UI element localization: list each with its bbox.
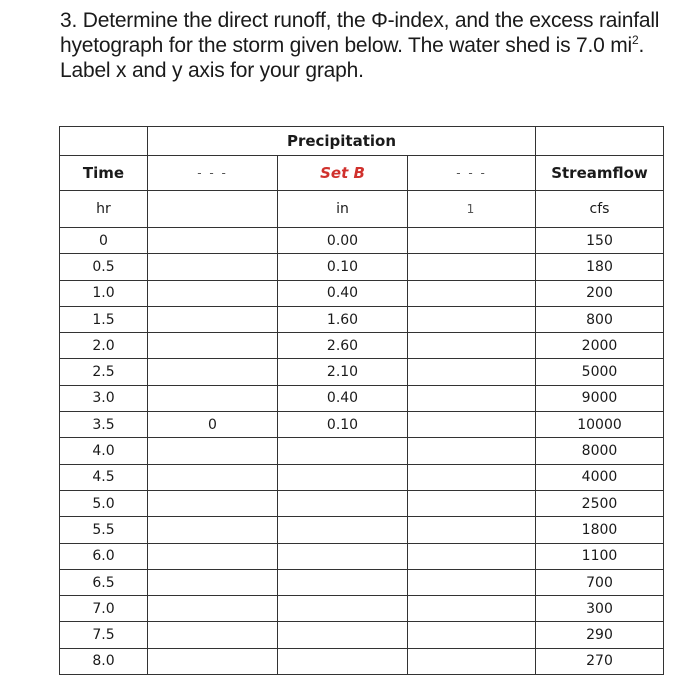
unit-precip: in <box>278 191 408 228</box>
time-header: Time <box>60 156 148 191</box>
precip-cell <box>278 543 408 569</box>
precip-cell <box>278 464 408 490</box>
question-line-2-end: . <box>638 34 645 57</box>
set-b-header: Set B <box>278 156 408 191</box>
flow-cell: 10000 <box>536 412 664 438</box>
table-row <box>60 490 664 516</box>
precip-cell <box>278 622 408 648</box>
time-cell: 4.5 <box>60 464 148 490</box>
time-cell: 7.5 <box>60 622 148 648</box>
right-blank-cell <box>408 412 536 438</box>
time-cell: 1.5 <box>60 306 148 332</box>
flow-cell: 180 <box>536 254 664 280</box>
right-blank-cell <box>408 569 536 595</box>
precipitation-header: Precipitation <box>148 127 536 156</box>
right-blank-cell <box>408 596 536 622</box>
blank-cell <box>536 127 664 156</box>
table-row <box>60 543 664 569</box>
time-cell: 2.5 <box>60 359 148 385</box>
unit-blank-left <box>148 191 278 228</box>
table-row <box>60 438 664 464</box>
left-blank-cell <box>148 648 278 674</box>
time-cell: 6.5 <box>60 569 148 595</box>
flow-cell: 270 <box>536 648 664 674</box>
flow-cell: 800 <box>536 306 664 332</box>
right-blank-cell <box>408 464 536 490</box>
table-row <box>60 517 664 543</box>
left-blank-cell <box>148 306 278 332</box>
right-blank-cell <box>408 648 536 674</box>
left-blank-cell <box>148 622 278 648</box>
column-header-row <box>60 156 664 191</box>
table-row <box>60 280 664 306</box>
precip-cell <box>278 569 408 595</box>
group-header-row <box>60 127 664 156</box>
left-blank-cell <box>148 464 278 490</box>
table-row <box>60 254 664 280</box>
question-line-2 <box>60 33 685 58</box>
right-blank-cell <box>408 622 536 648</box>
flow-cell: 2000 <box>536 333 664 359</box>
left-blank-cell <box>148 490 278 516</box>
table-row <box>60 648 664 674</box>
question-text <box>60 8 685 83</box>
flow-cell: 1800 <box>536 517 664 543</box>
table-row <box>60 385 664 411</box>
table-row <box>60 622 664 648</box>
time-cell: 5.0 <box>60 490 148 516</box>
flow-cell: 150 <box>536 228 664 254</box>
left-blank-cell <box>148 254 278 280</box>
right-blank-cell <box>408 333 536 359</box>
right-blank-cell <box>408 490 536 516</box>
left-blank-cell <box>148 333 278 359</box>
precip-cell: 1.60 <box>278 306 408 332</box>
table-row <box>60 412 664 438</box>
time-cell: 6.0 <box>60 543 148 569</box>
table-row <box>60 464 664 490</box>
question-line-1: 3. Determine the direct runoff, the Φ-index, and the excess rainfall <box>60 9 660 32</box>
question-line-3: Label x and y axis for your graph. <box>60 59 364 82</box>
precip-cell: 0.40 <box>278 385 408 411</box>
smudged-header-left: - - - <box>148 156 278 191</box>
flow-cell: 8000 <box>536 438 664 464</box>
smudged-header-right: - - - <box>408 156 536 191</box>
table-row <box>60 333 664 359</box>
table-row <box>60 596 664 622</box>
time-cell: 0.5 <box>60 254 148 280</box>
table-row <box>60 569 664 595</box>
left-blank-cell: 0 <box>148 412 278 438</box>
left-blank-cell <box>148 280 278 306</box>
time-cell: 0 <box>60 228 148 254</box>
flow-cell: 5000 <box>536 359 664 385</box>
left-blank-cell <box>148 596 278 622</box>
left-blank-cell <box>148 543 278 569</box>
precip-cell: 2.60 <box>278 333 408 359</box>
time-cell: 4.0 <box>60 438 148 464</box>
flow-cell: 2500 <box>536 490 664 516</box>
precip-cell: 0.40 <box>278 280 408 306</box>
time-cell: 3.5 <box>60 412 148 438</box>
flow-cell: 1100 <box>536 543 664 569</box>
flow-cell: 4000 <box>536 464 664 490</box>
flow-cell: 700 <box>536 569 664 595</box>
flow-cell: 290 <box>536 622 664 648</box>
time-cell: 8.0 <box>60 648 148 674</box>
unit-row <box>60 191 664 228</box>
data-table <box>59 126 664 675</box>
time-cell: 2.0 <box>60 333 148 359</box>
table-body <box>60 127 664 675</box>
table-row <box>60 306 664 332</box>
right-blank-cell <box>408 306 536 332</box>
time-cell: 3.0 <box>60 385 148 411</box>
precip-cell <box>278 648 408 674</box>
precip-cell: 0.10 <box>278 254 408 280</box>
precip-cell <box>278 596 408 622</box>
left-blank-cell <box>148 228 278 254</box>
streamflow-header: Streamflow <box>536 156 664 191</box>
precip-cell: 2.10 <box>278 359 408 385</box>
precip-cell <box>278 490 408 516</box>
table-row <box>60 228 664 254</box>
unit-time: hr <box>60 191 148 228</box>
right-blank-cell <box>408 385 536 411</box>
time-cell: 7.0 <box>60 596 148 622</box>
precip-cell: 0.10 <box>278 412 408 438</box>
table-row <box>60 359 664 385</box>
flow-cell: 9000 <box>536 385 664 411</box>
right-blank-cell <box>408 359 536 385</box>
superscript-2: 2 <box>632 33 639 47</box>
right-blank-cell <box>408 228 536 254</box>
time-cell: 1.0 <box>60 280 148 306</box>
left-blank-cell <box>148 517 278 543</box>
right-blank-cell <box>408 517 536 543</box>
precip-cell: 0.00 <box>278 228 408 254</box>
precip-cell <box>278 438 408 464</box>
left-blank-cell <box>148 385 278 411</box>
blank-cell <box>60 127 148 156</box>
unit-smudge-right: 1 <box>408 191 536 228</box>
left-blank-cell <box>148 359 278 385</box>
right-blank-cell <box>408 438 536 464</box>
right-blank-cell <box>408 543 536 569</box>
unit-flow: cfs <box>536 191 664 228</box>
flow-cell: 300 <box>536 596 664 622</box>
question-line-2-text: hyetograph for the storm given below. The water shed is 7.0 mi <box>60 34 633 57</box>
right-blank-cell <box>408 280 536 306</box>
left-blank-cell <box>148 438 278 464</box>
flow-cell: 200 <box>536 280 664 306</box>
right-blank-cell <box>408 254 536 280</box>
time-cell: 5.5 <box>60 517 148 543</box>
left-blank-cell <box>148 569 278 595</box>
precip-cell <box>278 517 408 543</box>
